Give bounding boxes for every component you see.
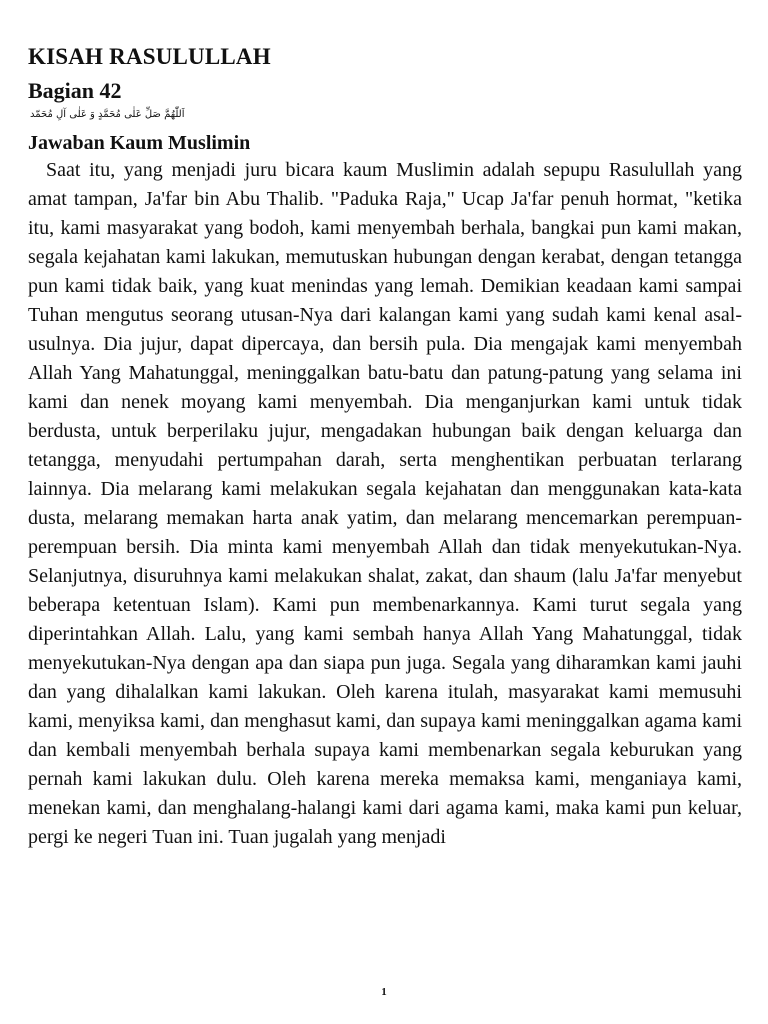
document-page — [28, 42, 742, 852]
document-title: KISAH RASULULLAH — [28, 44, 271, 69]
body-paragraph: Saat itu, yang menjadi juru bicara kaum Muslimin adalah sepupu Rasulullah yang amat tampan, Ja'far bin Abu Thalib. "Paduka Raja," Ucap Ja'far penuh hormat, "ketika itu, kami masyarakat yang bodoh, kami menyembah berhala, bangkai pun kami makan, segala kejahatan kami lakukan, memutuskan hubungan dengan kerabat, dengan tetangga pun kami tidak baik, yang kuat menindas yang lemah. Demikian keadaan kami sampai Tuhan mengutus seorang utusan-Nya dari kalangan kami yang sudah kami kenal asal-usulnya. Dia jujur, dapat dipercaya, dan bersih pula. Dia mengajak kami menyembah Allah Yang Mahatunggal, meninggalkan batu-batu dan patung-patung yang selama ini kami dan nenek moyang kami menyembah. Dia menganjurkan kami untuk tidak berdusta, untuk berperilaku jujur, mengadakan hubungan baik dengan keluarga dan tetangga, menyudahi pertumpahan darah, serta menghentikan perbuatan terlarang lainnya. Dia melarang kami melakukan segala kejahatan dan menggunakan kata-kata dusta, melarang memakan harta anak yatim, dan melarang mencemarkan perempuan-perempuan bersih. Dia minta kami menyembah Allah dan tidak menyekutukan-Nya. Selanjutnya, disuruhnya kami melakukan shalat, zakat, dan shaum (lalu Ja'far menyebut beberapa ketentuan Islam). Kami pun membenarkannya. Kami turut segala yang diperintahkan Allah. Lalu, yang kami sembah hanya Allah Yang Mahatunggal, tidak menyekutukan-Nya dengan apa dan siapa pun juga. Segala yang diharamkan kami jauhi dan yang dihalalkan kami lakukan. Oleh karena itulah, masyarakat kami memusuhi kami, menyiksa kami, dan menghasut kami, dan supaya kami meninggalkan agama kami dan kembali menyembah berhala supaya kami membenarkan segala keburukan yang pernah kami lakukan dulu. Oleh karena mereka memaksa kami, menganiaya kami, menekan kami, dan menghalang-halangi kami dari agama kami, maka kami pun keluar, pergi ke negeri Tuan ini. Tuan jugalah yang menjadi — [28, 159, 742, 848]
arabic-salawat-line: اَللّٰهُمَّ صَلِّ عَلٰى مُحَمَّدٍ وَ عَلٰى آلِ مُحَمّد — [30, 109, 185, 120]
document-subtitle: Bagian 42 — [28, 78, 122, 103]
page-number: 1 — [381, 986, 387, 998]
section-heading: Jawaban Kaum Muslimin — [28, 132, 251, 154]
